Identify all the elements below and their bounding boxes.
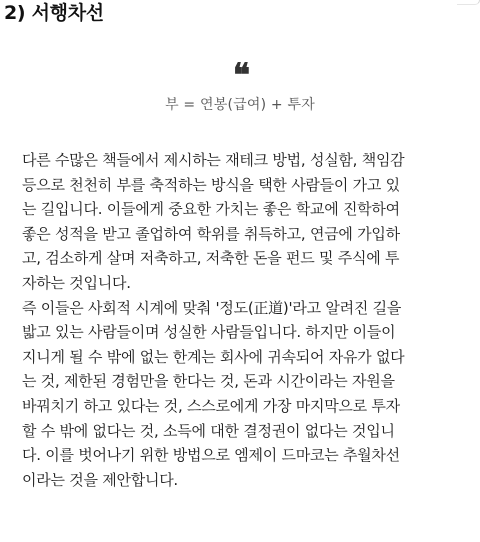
paragraph-line: 할 수 밖에 없다는 것, 소득에 대한 결정권이 없다는 것입니 [22,421,395,440]
paragraph-line: 밟고 있는 사람들이며 성실한 사람들입니다. 하지만 이들이 [22,323,396,342]
paragraph-line: 등으로 천천히 부를 축적하는 방식을 택한 사람들이 가고 있 [22,175,400,194]
paragraph-line: 바꿔치기 하고 있다는 것, 스스로에게 가장 마지막으로 투자 [22,396,400,415]
paragraph-line: 는 것, 제한된 경험만을 한다는 것, 돈과 시간이라는 자원을 [22,372,395,391]
quote-block [0,56,480,114]
paragraph-line: 이라는 것을 제안합니다. [22,470,178,489]
paragraph-line: 즉 이들은 사회적 시계에 맞춰 '정도(正道)'라고 알려진 길을 [22,298,402,317]
quote-text: 부 = 연봉(급여) + 투자 [165,97,315,113]
paragraph-line: 지니게 될 수 밖에 없는 한계는 회사에 귀속되어 자유가 없다 [22,347,405,366]
paragraph-line: 고, 검소하게 살며 저축하고, 저축한 돈을 펀드 및 주식에 투 [22,249,400,268]
paragraph-line: 다. 이를 벗어나기 위한 방법으로 엠제이 드마코는 추월차선 [22,446,400,465]
quote-mark-icon: ❝ [232,56,248,94]
page-corner-decoration [457,0,480,5]
paragraph-line: 는 길입니다. 이들에게 중요한 가치는 좋은 학교에 진학하여 [22,200,400,219]
paragraph-line: 자하는 것입니다. [22,273,131,292]
section-title: 2) 서행차선 [4,2,104,24]
body-paragraphs [22,148,464,492]
paragraph-line: 다른 수많은 책들에서 제시하는 재테크 방법, 성실함, 책임감 [22,151,405,169]
paragraph-line: 좋은 성적을 받고 졸업하여 학위를 취득하고, 연금에 가입하 [22,224,400,243]
